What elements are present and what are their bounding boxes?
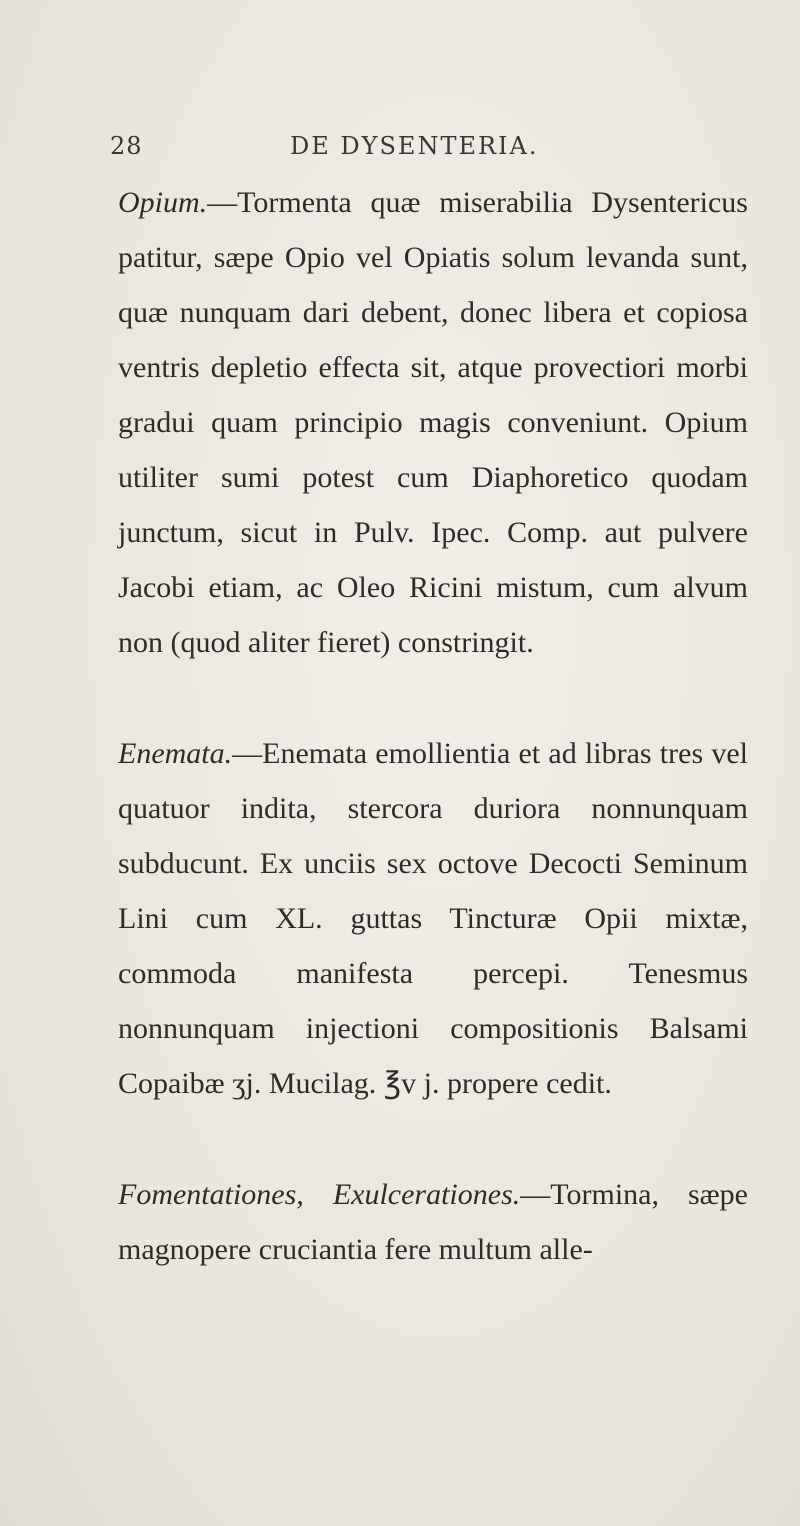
paragraph-text-enemata: —Enemata emollientia et ad libras tres vel quatuor indita, stercora duriora nonnunquam subducunt. Ex unciis sex octove Decocti Seminum Lini cum XL. guttas Tincturæ Opii mixtæ, commoda manifesta percepi. Tenesmus nonnunquam injectioni compositionis Balsami Copaibæ ʒj. Mucilag. ℥v j. propere cedit. bbox=[118, 737, 748, 1100]
paragraph-enemata bbox=[118, 726, 748, 1111]
paragraph-heading-opium: Opium. bbox=[118, 186, 208, 219]
paragraph-text-fomentationes: —Tormina, sæpe magnopere cruciantia fere multum alle- bbox=[118, 1178, 748, 1266]
paragraph-text-opium: —Tormenta quæ miserabilia Dysentericus patitur, sæpe Opio vel Opiatis solum levanda sunt, quæ nunquam dari debent, donec libera et copiosa ventris depletio effecta sit, atque provectiori morbi gradui quam principio magis conveniunt. Opium utiliter sumi potest cum Diaphoretico quodam junctum, sicut in Pulv. Ipec. Comp. aut pulvere Jacobi etiam, ac Oleo Ricini mistum, cum alvum non (quod aliter fieret) constringit. bbox=[118, 186, 748, 659]
running-title: DE DYSENTERIA. bbox=[290, 132, 539, 160]
paragraph-heading-fomentationes: Fomentationes, Exulcerationes. bbox=[118, 1178, 521, 1211]
page-number: 28 bbox=[110, 132, 143, 160]
paragraph-opium bbox=[118, 175, 748, 670]
body-text bbox=[118, 175, 748, 1277]
paragraph-heading-enemata: Enemata. bbox=[118, 737, 233, 770]
paragraph-fomentationes bbox=[118, 1167, 748, 1277]
